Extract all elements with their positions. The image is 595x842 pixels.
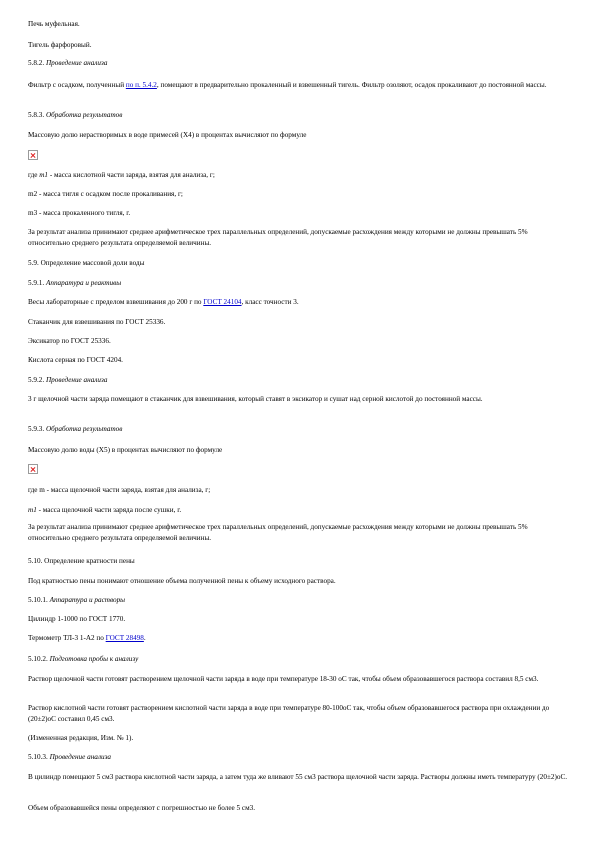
paragraph <box>28 505 568 516</box>
section-number: 5.9.1. <box>28 279 46 287</box>
paragraph-text: где <box>28 171 40 179</box>
paragraph: Эксикатор по ГОСТ 25336. <box>28 337 111 345</box>
paragraph: Раствор щелочной части готовят растворением щелочной части заряда в воде при температуре 18-30 оС так, чтобы объем образовавшегося раствора составил 8,5 см3. <box>28 675 539 683</box>
section-title: Аппаратура и реактивы <box>45 279 122 287</box>
section-heading <box>28 595 568 606</box>
section-number: 5.9.3. <box>28 425 46 433</box>
section-number: 5.8.3. <box>28 111 46 119</box>
variable: m1 <box>39 171 49 179</box>
paragraph-text: , помещают в предварительно прокаленный и взвешенный тигель. Фильтр озоляют, осадок прокаливают до постоянной массы. <box>156 81 547 89</box>
section-title: Проведение анализа <box>49 753 112 761</box>
paragraph: Кислота серная по ГОСТ 4204. <box>28 356 123 364</box>
paragraph-text: . <box>143 634 146 642</box>
paragraph: Цилиндр 1-1000 по ГОСТ 1770. <box>28 615 126 623</box>
reference-link[interactable]: по п. 5.4.2 <box>125 81 157 89</box>
paragraph-text: - масса кислотной части заряда, взятая для анализа, г; <box>48 171 215 179</box>
paragraph: Массовую долю воды (Х5) в процентах вычисляют по формуле <box>28 446 223 454</box>
paragraph <box>28 170 568 181</box>
reference-link[interactable]: ГОСТ 24104 <box>203 298 242 306</box>
paragraph <box>28 297 568 308</box>
section-heading <box>28 278 568 289</box>
section-title: Подготовка пробы к анализу <box>49 655 139 663</box>
section-heading <box>28 752 568 763</box>
paragraph: где m - масса щелочной части заряда, взятая для анализа, г; <box>28 486 211 494</box>
paragraph: 3 г щелочной части заряда помещают в стаканчик для взвешивания, который ставят в эксикатор и сушат над серной кислотой до постоянной массы. <box>28 395 483 403</box>
paragraph: Массовую долю нерастворимых в воде примесей (Х4) в процентах вычисляют по формуле <box>28 131 307 139</box>
broken-image-icon <box>28 150 38 160</box>
text-line: Печь муфельная. <box>28 20 80 28</box>
section-title: Проведение анализа <box>45 376 108 384</box>
section-title: Проведение анализа <box>45 59 108 67</box>
paragraph: Раствор кислотной части готовят растворением кислотной части заряда в воде при температуре 80-100оС так, чтобы объем образовавшегося раствора при охлаждении до (20±2)оС составил 0,45 см3. <box>28 704 550 723</box>
paragraph <box>28 633 568 644</box>
paragraph: m2 - масса тигля с осадком после прокаливания, г; <box>28 190 183 198</box>
section-heading <box>28 424 568 435</box>
paragraph-text: Термометр ТЛ-3 1-А2 по <box>28 634 106 642</box>
section-heading <box>28 58 568 69</box>
section-heading <box>28 110 568 121</box>
paragraph <box>28 80 568 91</box>
section-number: 5.10.1. <box>28 596 50 604</box>
paragraph: m3 - масса прокаленного тигля, г. <box>28 209 131 217</box>
paragraph: За результат анализа принимают среднее арифметическое трех параллельных определений, допускаемые расхождения между которыми не должны превышать 5% относительно среднего результата определяемой величины. <box>28 228 528 247</box>
paragraph-text: , класс точности 3. <box>241 298 299 306</box>
section-heading: 5.10. Определение кратности пены <box>28 557 135 565</box>
paragraph: В цилиндр помещают 5 см3 раствора кислотной части заряда, а затем туда же вливают 55 см3 раствора щелочной части заряда. Растворы должны иметь температуру (20±2)оС. <box>28 773 568 781</box>
section-heading <box>28 654 568 665</box>
paragraph: За результат анализа принимают среднее арифметическое трех параллельных определений, допускаемые расхождения между которыми не должны превышать 5% относительно среднего результата определяемой величины. <box>28 523 528 542</box>
reference-link[interactable]: ГОСТ 28498 <box>105 634 144 642</box>
text-line: Тигель фарфоровый. <box>28 41 92 49</box>
section-number: 5.10.3. <box>28 753 50 761</box>
section-title: Обработка результатов <box>45 111 123 119</box>
paragraph-text: Фильтр с осадком, полученный <box>28 81 126 89</box>
variable: m1 <box>28 506 37 514</box>
broken-image-icon <box>28 464 38 474</box>
paragraph: Стаканчик для взвешивания по ГОСТ 25336. <box>28 318 166 326</box>
section-number: 5.9.2. <box>28 376 46 384</box>
paragraph: Объем образовавшейся пены определяют с погрешностью не более 5 см3. <box>28 804 256 812</box>
paragraph-text: Весы лабораторные с пределом взвешивания до 200 г по <box>28 298 204 306</box>
section-number: 5.10.2. <box>28 655 50 663</box>
paragraph-text: - масса щелочной части заряда после сушки, г. <box>36 506 182 514</box>
paragraph: Под кратностью пены понимают отношение объема полученной пены к объему исходного раствора. <box>28 577 336 585</box>
section-heading <box>28 375 568 386</box>
section-heading: 5.9. Определение массовой доли воды <box>28 259 145 267</box>
section-title: Обработка результатов <box>45 425 123 433</box>
section-number: 5.8.2. <box>28 59 46 67</box>
paragraph: (Измененная редакция, Изм. № 1). <box>28 734 134 742</box>
section-title: Аппаратура и растворы <box>49 596 126 604</box>
